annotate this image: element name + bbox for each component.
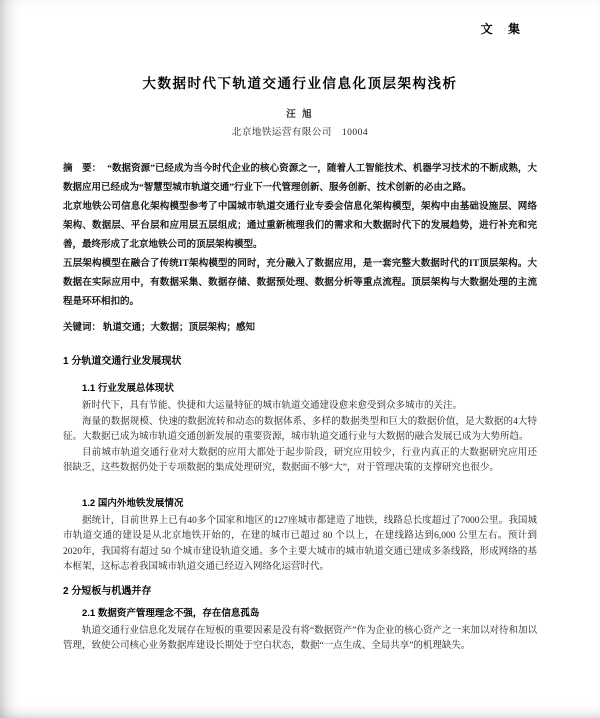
abstract-block [63,159,537,312]
section-1-2-heading: 1.2 国内外地铁发展情况 [82,497,184,509]
paper-title: 大数据时代下轨道交通行业信息化顶层架构浅析 [142,76,458,91]
keywords-line [63,320,537,336]
section-2-1-paragraph-1: 轨道交通行业信息化发展存在短板的重要因素是没有将“数据资产”作为企业的核心资产之一来加以对待和加以管理，致使公司核心业务数据库建设长期处于空白状态，数据“一点生成、全局共享”的机理缺失。 [63,625,537,651]
author-name: 汪 旭 [286,110,314,120]
section-1-1-heading: 1.1 行业发展总体现状 [82,383,174,394]
section-1-2-paragraph-1: 据统计，目前世界上已有40多个国家和地区的127座城市都建造了地铁，线路总长度超过了7000公里。我国城市轨道交通的建设是从北京地铁开始的，在建的城市已超过 80 个以上，在建线路达到6,000 公里左右。预计到 2020年，我国将有超过 50 个城市建设轨道交通。多个主要大城市的城市轨道交通已建成多条线路，形成网络的基本框架，这标志着我国城市轨道交通已经迈入网络化运营时代。 [63,515,537,572]
section-2-heading: 2 分短板与机遇并存 [63,585,152,597]
keywords-text: 轨道交通；大数据；顶层架构；感知 [103,323,256,333]
abstract-paragraph-3: 五层架构模型在融合了传统IT架构模型的同时，充分融入了数据应用，是一套完整大数据时代的IT顶层架构。大数据在实际应用中，有数据采集、数据存储、数据预处理、数据分析等重点流程。顶层架构与大数据处理的主流程是环环相扣的。 [63,259,537,307]
author-affiliation: 北京地铁运营有限公司 10004 [231,128,369,138]
abstract-paragraph-1 [63,159,537,198]
collection-header-label: 文 集 [480,22,526,36]
abstract-paragraph-2: 北京地铁公司信息化架构模型参考了中国城市轨道交通行业专委会信息化架构模型，架构中由基础设施层、网络架构、数据层、平台层和应用层五层组成；通过重新梳理我们的需求和大数据时代下的发展趋势，进行补充和完善，最终形成了北京地铁公司的顶层架构模型。 [63,202,537,250]
section-1-1-paragraph-2: 海量的数据规模、快速的数据流转和动态的数据体系、多样的数据类型和巨大的数据价值，是大数据的4大特征。大数据已成为城市轨道交通创新发展的重要资源，城市轨道交通行业与大数据的融合发展已成为大势所趋。 [63,416,537,442]
section-2-1-heading: 2.1 数据资产管理理念不强，存在信息孤岛 [82,607,260,619]
section-1-1-paragraph-3: 目前城市轨道交通行业对大数据的应用大都处于起步阶段，研究应用较少，行业内真正的大数据研究应用还很缺乏，这些数据仍处于专项数据的集成处理研究，数据面不够“大”，对于管理决策的支撑研究也很少。 [63,447,537,473]
section-1-heading: 1 分轨道交通行业发展现状 [63,356,182,367]
section-1-1-paragraph-1: 新时代下，具有节能、快捷和大运量特征的城市轨道交通建设愈来愈受到众多城市的关注。 [82,401,463,411]
keywords-label: 关键词： [63,322,102,333]
abstract-label: 摘 要： [63,163,102,174]
abstract-text-1: “数据资源”已经成为当今时代企业的核心资源之一，随着人工智能技术、机器学习技术的不断成熟，大数据应用已经成为“智慧型城市轨道交通”行业下一代管理创新、服务创新、技术创新的必由之路。 [63,164,537,193]
